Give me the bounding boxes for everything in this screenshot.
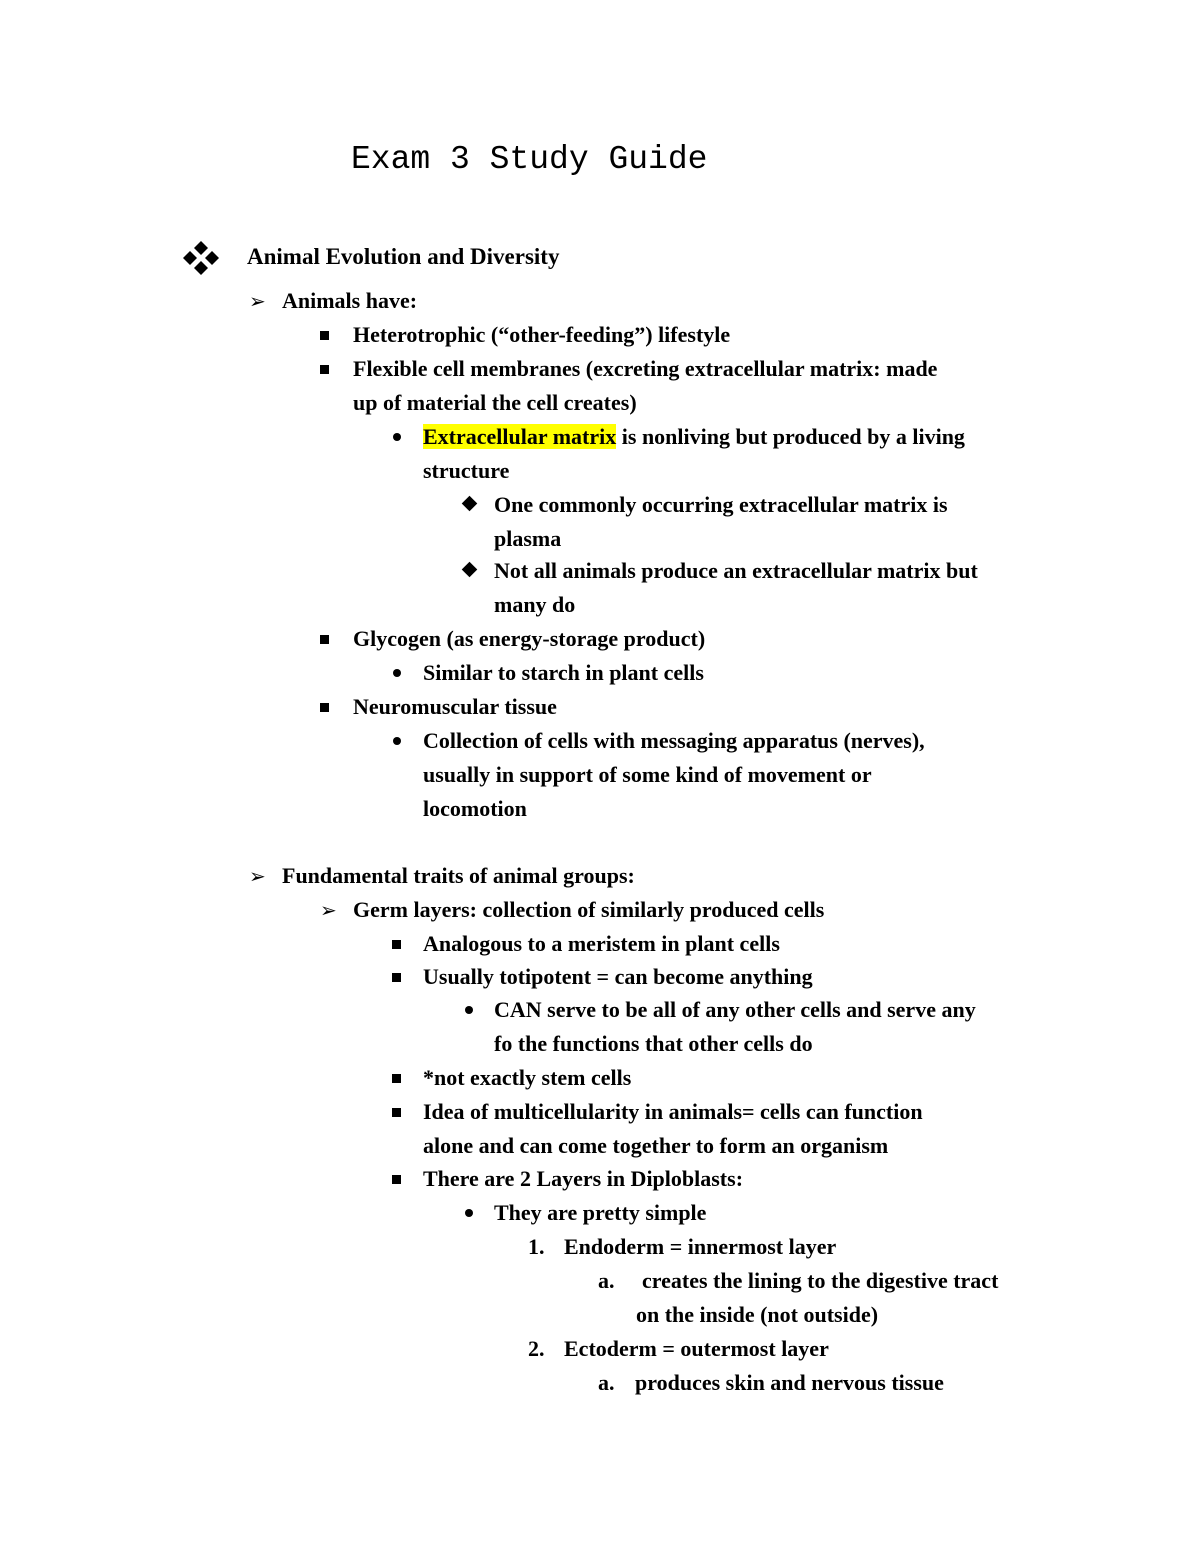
arrow-bullet-icon xyxy=(249,859,277,893)
square-bullet-icon xyxy=(316,622,344,656)
diamond-bullet-icon xyxy=(460,554,488,588)
section-heading-text: Animal Evolution and Diversity xyxy=(247,244,560,269)
list-item-continuation: on the inside (not outside) xyxy=(636,1302,879,1327)
list-item-text: Similar to starch in plant cells xyxy=(423,660,704,685)
square-bullet-icon xyxy=(388,960,416,994)
list-number: 1. xyxy=(528,1234,545,1259)
list-item-text: Ectoderm = outermost layer xyxy=(564,1336,829,1361)
square-bullet-icon xyxy=(316,318,344,352)
list-item-text: There are 2 Layers in Diploblasts: xyxy=(423,1166,744,1191)
list-item-text: Endoderm = innermost layer xyxy=(564,1234,837,1259)
highlighted-term: Extracellular matrix xyxy=(423,424,617,449)
list-item-text: Collection of cells with messaging apparatus (nerves), xyxy=(423,728,925,753)
dot-bullet-icon xyxy=(388,724,416,758)
list-item-text: Analogous to a meristem in plant cells xyxy=(423,931,780,956)
arrow-bullet-icon xyxy=(320,893,348,927)
diamond-bullet-icon xyxy=(460,488,488,522)
dot-bullet-icon xyxy=(388,420,416,454)
list-item-continuation: fo the functions that other cells do xyxy=(494,1031,813,1056)
list-item-text: Germ layers: collection of similarly produced cells xyxy=(353,897,825,922)
list-item-text: Usually totipotent = can become anything xyxy=(423,964,813,989)
list-item-text: creates the lining to the digestive tract xyxy=(642,1268,999,1293)
list-letter: a. xyxy=(598,1370,615,1395)
list-item-text: Fundamental traits of animal groups: xyxy=(282,863,635,888)
list-item-continuation: usually in support of some kind of movement or xyxy=(423,762,872,787)
square-bullet-icon xyxy=(316,690,344,724)
list-item-continuation: many do xyxy=(494,592,576,617)
square-bullet-icon xyxy=(388,927,416,961)
dot-bullet-icon xyxy=(388,656,416,690)
four-diamond-bullet-icon xyxy=(181,239,221,275)
arrow-bullet-icon xyxy=(249,284,277,318)
page-title: Exam 3 Study Guide xyxy=(351,141,708,178)
dot-bullet-icon xyxy=(460,993,488,1027)
list-item-text: Heterotrophic (“other-feeding”) lifestyle xyxy=(353,322,731,347)
list-item-text: Not all animals produce an extracellular matrix but xyxy=(494,558,978,583)
list-item-text: Animals have: xyxy=(282,288,418,313)
list-item-text: Flexible cell membranes (excreting extracellular matrix: made xyxy=(353,356,938,381)
list-item-continuation: alone and can come together to form an organism xyxy=(423,1133,889,1158)
list-item-continuation: structure xyxy=(423,458,510,483)
list-item-text: They are pretty simple xyxy=(494,1200,707,1225)
dot-bullet-icon xyxy=(460,1196,488,1230)
square-bullet-icon xyxy=(388,1162,416,1196)
list-item-text: produces skin and nervous tissue xyxy=(635,1370,944,1395)
list-item-text: CAN serve to be all of any other cells and serve any xyxy=(494,997,976,1022)
square-bullet-icon xyxy=(388,1095,416,1129)
square-bullet-icon xyxy=(316,352,344,386)
list-item-text: Neuromuscular tissue xyxy=(353,694,557,719)
list-item-text: Idea of multicellularity in animals= cells can function xyxy=(423,1099,923,1124)
list-item-text: *not exactly stem cells xyxy=(423,1065,632,1090)
list-number: 2. xyxy=(528,1336,545,1361)
list-item-text: One commonly occurring extracellular matrix is xyxy=(494,492,948,517)
list-item-text: Glycogen (as energy-storage product) xyxy=(353,626,706,651)
list-letter: a. xyxy=(598,1268,615,1293)
list-item-continuation: plasma xyxy=(494,526,562,551)
square-bullet-icon xyxy=(388,1061,416,1095)
list-item-continuation: up of material the cell creates) xyxy=(353,390,637,415)
list-item-continuation: locomotion xyxy=(423,796,527,821)
list-item-text: Extracellular matrix is nonliving but produced by a living xyxy=(423,424,965,449)
